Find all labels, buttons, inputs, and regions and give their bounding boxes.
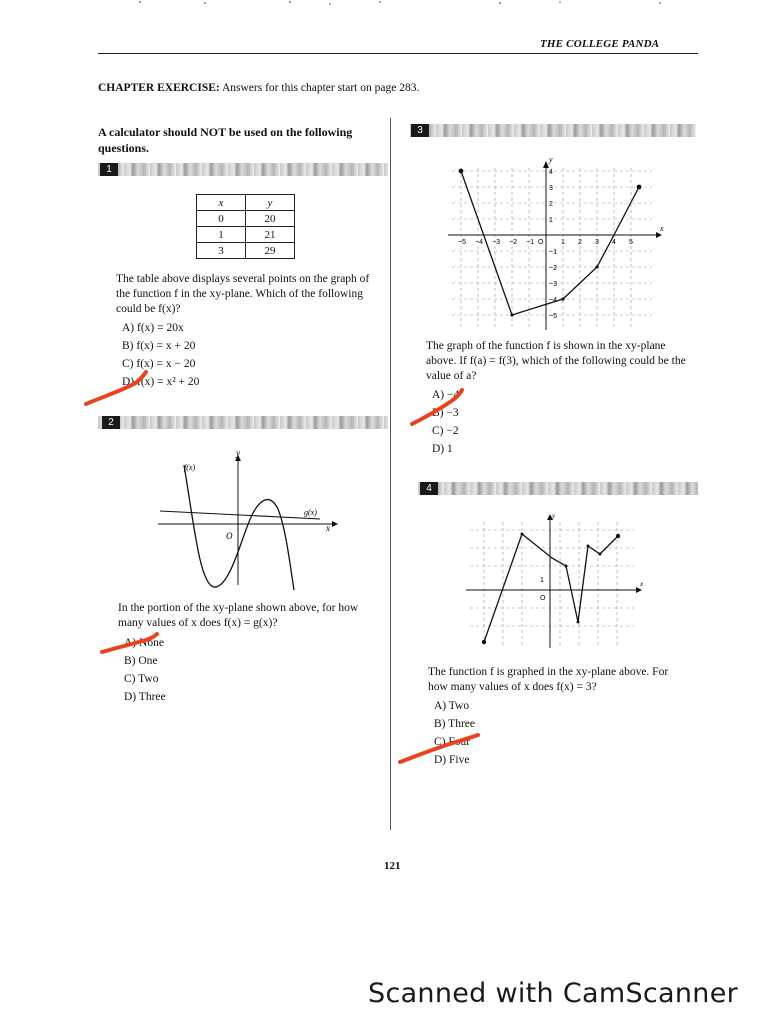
table-header-y: y	[246, 195, 295, 211]
q4-choice-d[interactable]: D) Five	[434, 754, 470, 766]
q1-choice-d[interactable]: D) f(x) = x² + 20	[122, 376, 200, 388]
vertex-point	[565, 565, 568, 568]
calculator-instruction: A calculator should NOT be used on the following questions.	[98, 125, 353, 155]
question-4-number: 4	[420, 482, 438, 495]
x-axis-label: x	[640, 580, 644, 588]
y-axis-label: y	[236, 448, 240, 458]
table-header-row	[197, 195, 295, 211]
endpoint-left	[459, 169, 464, 174]
q3-graph	[440, 152, 670, 332]
x-axis-label: x	[660, 224, 664, 233]
g-label: g(x)	[304, 508, 317, 517]
vertex-point	[577, 621, 580, 624]
q3-choice-c[interactable]: C) −2	[432, 425, 459, 437]
y-axis-label: y	[552, 512, 556, 520]
header-rule	[98, 53, 698, 54]
q3-choice-b[interactable]: B) −3	[432, 407, 459, 419]
x-tick-label: 4	[612, 239, 616, 246]
q4-stem: The function f is graphed in the xy-plane above. For how many values of x does f(x) = 3?	[428, 666, 669, 693]
vertex-point	[599, 553, 602, 556]
q2-graph	[150, 445, 340, 595]
x-axis-label: x	[326, 523, 330, 533]
table-cell: 20	[246, 211, 295, 227]
x-tick-label: −4	[475, 239, 483, 246]
q1-choice-a[interactable]: A) f(x) = 20x	[122, 322, 184, 334]
y-tick-label: 4	[549, 169, 553, 176]
q4-choice-a[interactable]: A) Two	[434, 700, 470, 712]
vertex-point	[521, 533, 524, 536]
vertex-point	[510, 313, 513, 316]
origin-label: O	[540, 595, 546, 602]
y-tick-label: −2	[549, 265, 557, 272]
q4-graph	[462, 512, 652, 652]
g-line	[160, 511, 320, 519]
table-header-x: x	[197, 195, 246, 211]
q2-choice-b[interactable]: B) One	[124, 655, 158, 667]
table-cell: 0	[197, 211, 246, 227]
x-tick-label: 5	[629, 239, 633, 246]
endpoint-right	[637, 185, 642, 190]
table-row	[197, 211, 295, 227]
grid-lines	[470, 522, 634, 646]
column-divider	[390, 118, 391, 830]
q1-stem: The table above displays several points on the graph of the function f in the xy-plane. Which of the following could be f(x)?	[116, 273, 370, 315]
x-tick-label: 3	[595, 239, 599, 246]
endpoint-left	[482, 640, 486, 644]
x-tick-label: 1	[561, 239, 565, 246]
y-tick-label: −3	[549, 281, 557, 288]
q4-choice-b[interactable]: B) Three	[434, 718, 475, 730]
question-3-number: 3	[411, 124, 429, 137]
q3-choice-a[interactable]: A) −4	[432, 389, 460, 401]
table-row	[197, 227, 295, 243]
table-row	[197, 243, 295, 259]
y-tick-label: 2	[549, 201, 553, 208]
question-1-bar	[98, 163, 388, 176]
origin-label: O	[226, 531, 233, 541]
x-tick-label: −1	[526, 239, 534, 246]
table-cell: 3	[197, 243, 246, 259]
x-tick-label: −5	[458, 239, 466, 246]
vertex-point	[587, 545, 590, 548]
vertex-point	[561, 297, 564, 300]
x-tick-label: −2	[509, 239, 517, 246]
question-3-bar	[410, 124, 696, 137]
vertex-point	[595, 265, 598, 268]
f-label: f(x)	[184, 463, 196, 472]
q1-value-table	[196, 194, 295, 259]
y-axis-label: y	[549, 155, 553, 164]
book-brand: THE COLLEGE PANDA	[540, 38, 660, 50]
q2-choice-a[interactable]: A) None	[124, 637, 164, 649]
y-tick-one: 1	[540, 577, 544, 584]
q2-choice-d[interactable]: D) Three	[124, 691, 166, 703]
x-axis-arrow-icon	[332, 521, 338, 527]
y-tick-labels	[549, 169, 557, 320]
q2-stem: In the portion of the xy-plane shown above, for how many values of x does f(x) = g(x)?	[118, 602, 359, 629]
table-cell: 29	[246, 243, 295, 259]
f-curve	[184, 465, 294, 590]
y-tick-label: −1	[549, 249, 557, 256]
question-2-number: 2	[102, 416, 120, 429]
table-cell: 1	[197, 227, 246, 243]
q3-stem: The graph of the function f is shown in the xy-plane above. If f(a) = f(3), which of the following could be the value of a?	[426, 340, 686, 382]
q1-choice-b[interactable]: B) f(x) = x + 20	[122, 340, 196, 352]
x-tick-label: −3	[492, 239, 500, 246]
y-tick-label: 1	[549, 217, 553, 224]
scan-specks	[0, 0, 768, 6]
page-number: 121	[384, 860, 401, 872]
origin-label: O	[538, 239, 544, 246]
chapter-heading	[98, 82, 419, 94]
chapter-label: CHAPTER EXERCISE:	[98, 82, 220, 94]
x-tick-label: 2	[578, 239, 582, 246]
table-cell: 21	[246, 227, 295, 243]
q3-choice-d[interactable]: D) 1	[432, 443, 453, 455]
q4-choice-c[interactable]: C) Four	[434, 736, 471, 748]
q1-choice-c[interactable]: C) f(x) = x − 20	[122, 358, 196, 370]
question-2-bar	[98, 416, 388, 429]
y-tick-label: −5	[549, 313, 557, 320]
q2-choice-c[interactable]: C) Two	[124, 673, 159, 685]
question-4-bar	[418, 482, 698, 495]
chapter-note: Answers for this chapter start on page 283.	[219, 82, 420, 94]
y-tick-label: 3	[549, 185, 553, 192]
question-1-number: 1	[100, 163, 118, 176]
endpoint-right	[616, 534, 620, 538]
camscanner-watermark: Scanned with CamScanner	[368, 978, 739, 1009]
y-tick-label: −4	[549, 297, 557, 304]
